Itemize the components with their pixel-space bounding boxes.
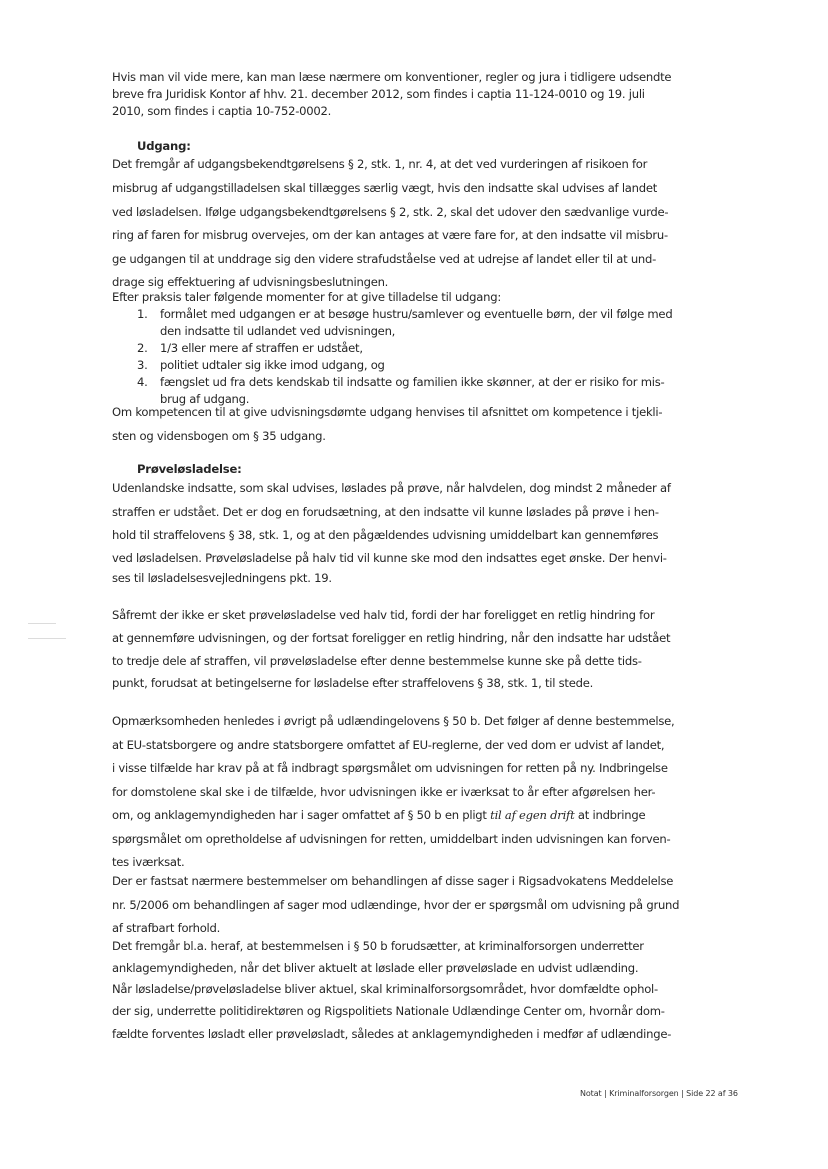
body-line: tes iværksat.: [112, 855, 185, 869]
scan-mark: [28, 638, 66, 639]
body-line: nr. 5/2006 om behandlingen af sager mod udlændinge, hvor der er spørgsmål om udvisning på grund: [112, 898, 680, 912]
list-item: [137, 374, 717, 391]
body-line: misbrug af udgangstilladelsen skal tillægges særlig vægt, hvis den indsatte skal udvises af landet: [112, 181, 658, 195]
body-line: ge udgangen til at unddrage sig den videre strafudståelse ved at udrejse af landet eller til at und-: [112, 252, 657, 266]
intro-line: 2010, som findes i captia 10-752-0002.: [112, 104, 332, 118]
text-run: om, og anklagemyndigheden har i sager omfattet af § 50 b en pligt: [112, 808, 491, 822]
body-line: ses til løsladelsesvejledningens pkt. 19.: [112, 571, 332, 585]
body-line: straffen er udstået. Det er dog en forudsætning, at den indsatte vil kunne løslades på prøve i hen-: [112, 505, 659, 519]
section-heading-udgang: Udgang:: [137, 139, 191, 153]
body-line: fældte forventes løsladt eller prøveløsladt, således at anklagemyndigheden i medfør af udlændinge-: [112, 1027, 672, 1041]
list-text: politiet udtaler sig ikke imod udgang, og: [160, 358, 385, 372]
list-item-continuation: den indsatte til udlandet ved udvisningen,: [160, 324, 396, 338]
body-line: ved løsladelsen. Prøveløsladelse på halv tid vil kunne ske mod den indsattes eget ønske. Der henvi-: [112, 551, 667, 565]
body-line: Når løsladelse/prøveløsladelse bliver aktuel, skal kriminalforsorgsområdet, hvor domfældte ophol-: [112, 982, 658, 996]
body-line: to tredje dele af straffen, vil prøveløsladelse efter denne bestemmelse kunne ske på dette tids-: [112, 654, 642, 668]
list-item-continuation: brug af udgang.: [160, 392, 250, 406]
body-line: hold til straffelovens § 38, stk. 1, og at den pågældendes udvisning umiddelbart kan gennemføres: [112, 528, 659, 542]
intro-line: Hvis man vil vide mere, kan man læse nærmere om konventioner, regler og jura i tidligere udsendte: [112, 70, 672, 84]
body-line-with-italic: [112, 805, 718, 825]
list-item: [137, 306, 717, 323]
body-line: spørgsmålet om opretholdelse af udvisningen for retten, umiddelbart inden udvisningen kan forven-: [112, 832, 671, 846]
praksis-intro: Efter praksis taler følgende momenter for at give tilladelse til udgang:: [112, 290, 501, 304]
body-line: Om kompetencen til at give udvisningsdømte udgang henvises til afsnittet om kompetence i tjekli-: [112, 405, 663, 419]
footer-page-number: Side 22 af 36: [686, 1089, 738, 1098]
footer-separator: |: [681, 1089, 684, 1098]
list-number: 2.: [137, 341, 148, 355]
body-line: at EU-statsborgere og andre statsborgere omfattet af EU-reglerne, der ved dom er udvist af landet,: [112, 738, 665, 752]
body-line: af strafbart forhold.: [112, 921, 221, 935]
body-line: drage sig effektuering af udvisningsbeslutningen.: [112, 275, 389, 289]
body-line: at gennemføre udvisningen, og der fortsat foreligger en retlig hindring, når den indsatte har udstået: [112, 631, 671, 645]
list-text: 1/3 eller mere af straffen er udstået,: [160, 341, 363, 355]
body-line: punkt, forudsat at betingelserne for løsladelse efter straffelovens § 38, stk. 1, til stede.: [112, 676, 594, 690]
body-line: Der er fastsat nærmere bestemmelser om behandlingen af disse sager i Rigsadvokatens Meddelelse: [112, 874, 674, 888]
list-text: formålet med udgangen er at besøge hustru/samlever og eventuelle børn, der vil følge med: [160, 307, 673, 321]
body-line: for domstolene skal ske i de tilfælde, hvor udvisningen ikke er iværksat to år efter afgørelsen her-: [112, 785, 656, 799]
list-number: 4.: [137, 375, 148, 389]
body-line: anklagemyndigheden, når det bliver aktuelt at løslade eller prøveløslade en udvist udlænding.: [112, 961, 639, 975]
body-line: sten og vidensbogen om § 35 udgang.: [112, 429, 326, 443]
footer-doc-type: Notat: [580, 1089, 602, 1098]
list-number: 3.: [137, 358, 148, 372]
body-line: i visse tilfælde har krav på at få indbragt spørgsmålet om udvisningen for retten på ny. Indbringelse: [112, 761, 668, 775]
body-line: der sig, underrette politidirektøren og Rigspolitiets Nationale Udlændinge Center om, hvornår dom-: [112, 1004, 665, 1018]
footer-organization: Kriminalforsorgen: [609, 1089, 679, 1098]
section-heading-proeveloesladelse: Prøveløsladelse:: [137, 462, 242, 476]
italic-phrase: til af egen drift: [490, 808, 575, 822]
footer-separator: |: [604, 1089, 607, 1098]
list-text: fængslet ud fra dets kendskab til indsatte og familien ikke skønner, at der er risiko for mis-: [160, 375, 665, 389]
list-item: [137, 357, 717, 374]
scan-mark: [28, 623, 56, 624]
list-number: 1.: [137, 307, 148, 321]
body-line: Det fremgår bl.a. heraf, at bestemmelsen i § 50 b forudsætter, at kriminalforsorgen underretter: [112, 939, 644, 953]
text-run: at indbringe: [574, 808, 646, 822]
body-line: Udenlandske indsatte, som skal udvises, løslades på prøve, når halvdelen, dog mindst 2 måneder af: [112, 481, 671, 495]
list-item: [137, 340, 717, 357]
body-line: Opmærksomheden henledes i øvrigt på udlændingelovens § 50 b. Det følger af denne bestemmelse,: [112, 714, 675, 728]
body-line: Såfremt der ikke er sket prøveløsladelse ved halv tid, fordi der har foreligget en retlig hindring for: [112, 608, 655, 622]
body-line: Det fremgår af udgangsbekendtgørelsens § 2, stk. 1, nr. 4, at det ved vurderingen af risikoen for: [112, 157, 648, 171]
body-line: ring af faren for misbrug overvejes, om der kan antages at være fare for, at den indsatte vil misbru-: [112, 228, 668, 242]
body-line: ved løsladelsen. Ifølge udgangsbekendtgørelsens § 2, stk. 2, skal det udover den sædvanlige vurde-: [112, 205, 669, 219]
intro-line: breve fra Juridisk Kontor af hhv. 21. december 2012, som findes i captia 11-124-0010 og 19. juli: [112, 87, 645, 101]
page-footer: [580, 1089, 760, 1098]
